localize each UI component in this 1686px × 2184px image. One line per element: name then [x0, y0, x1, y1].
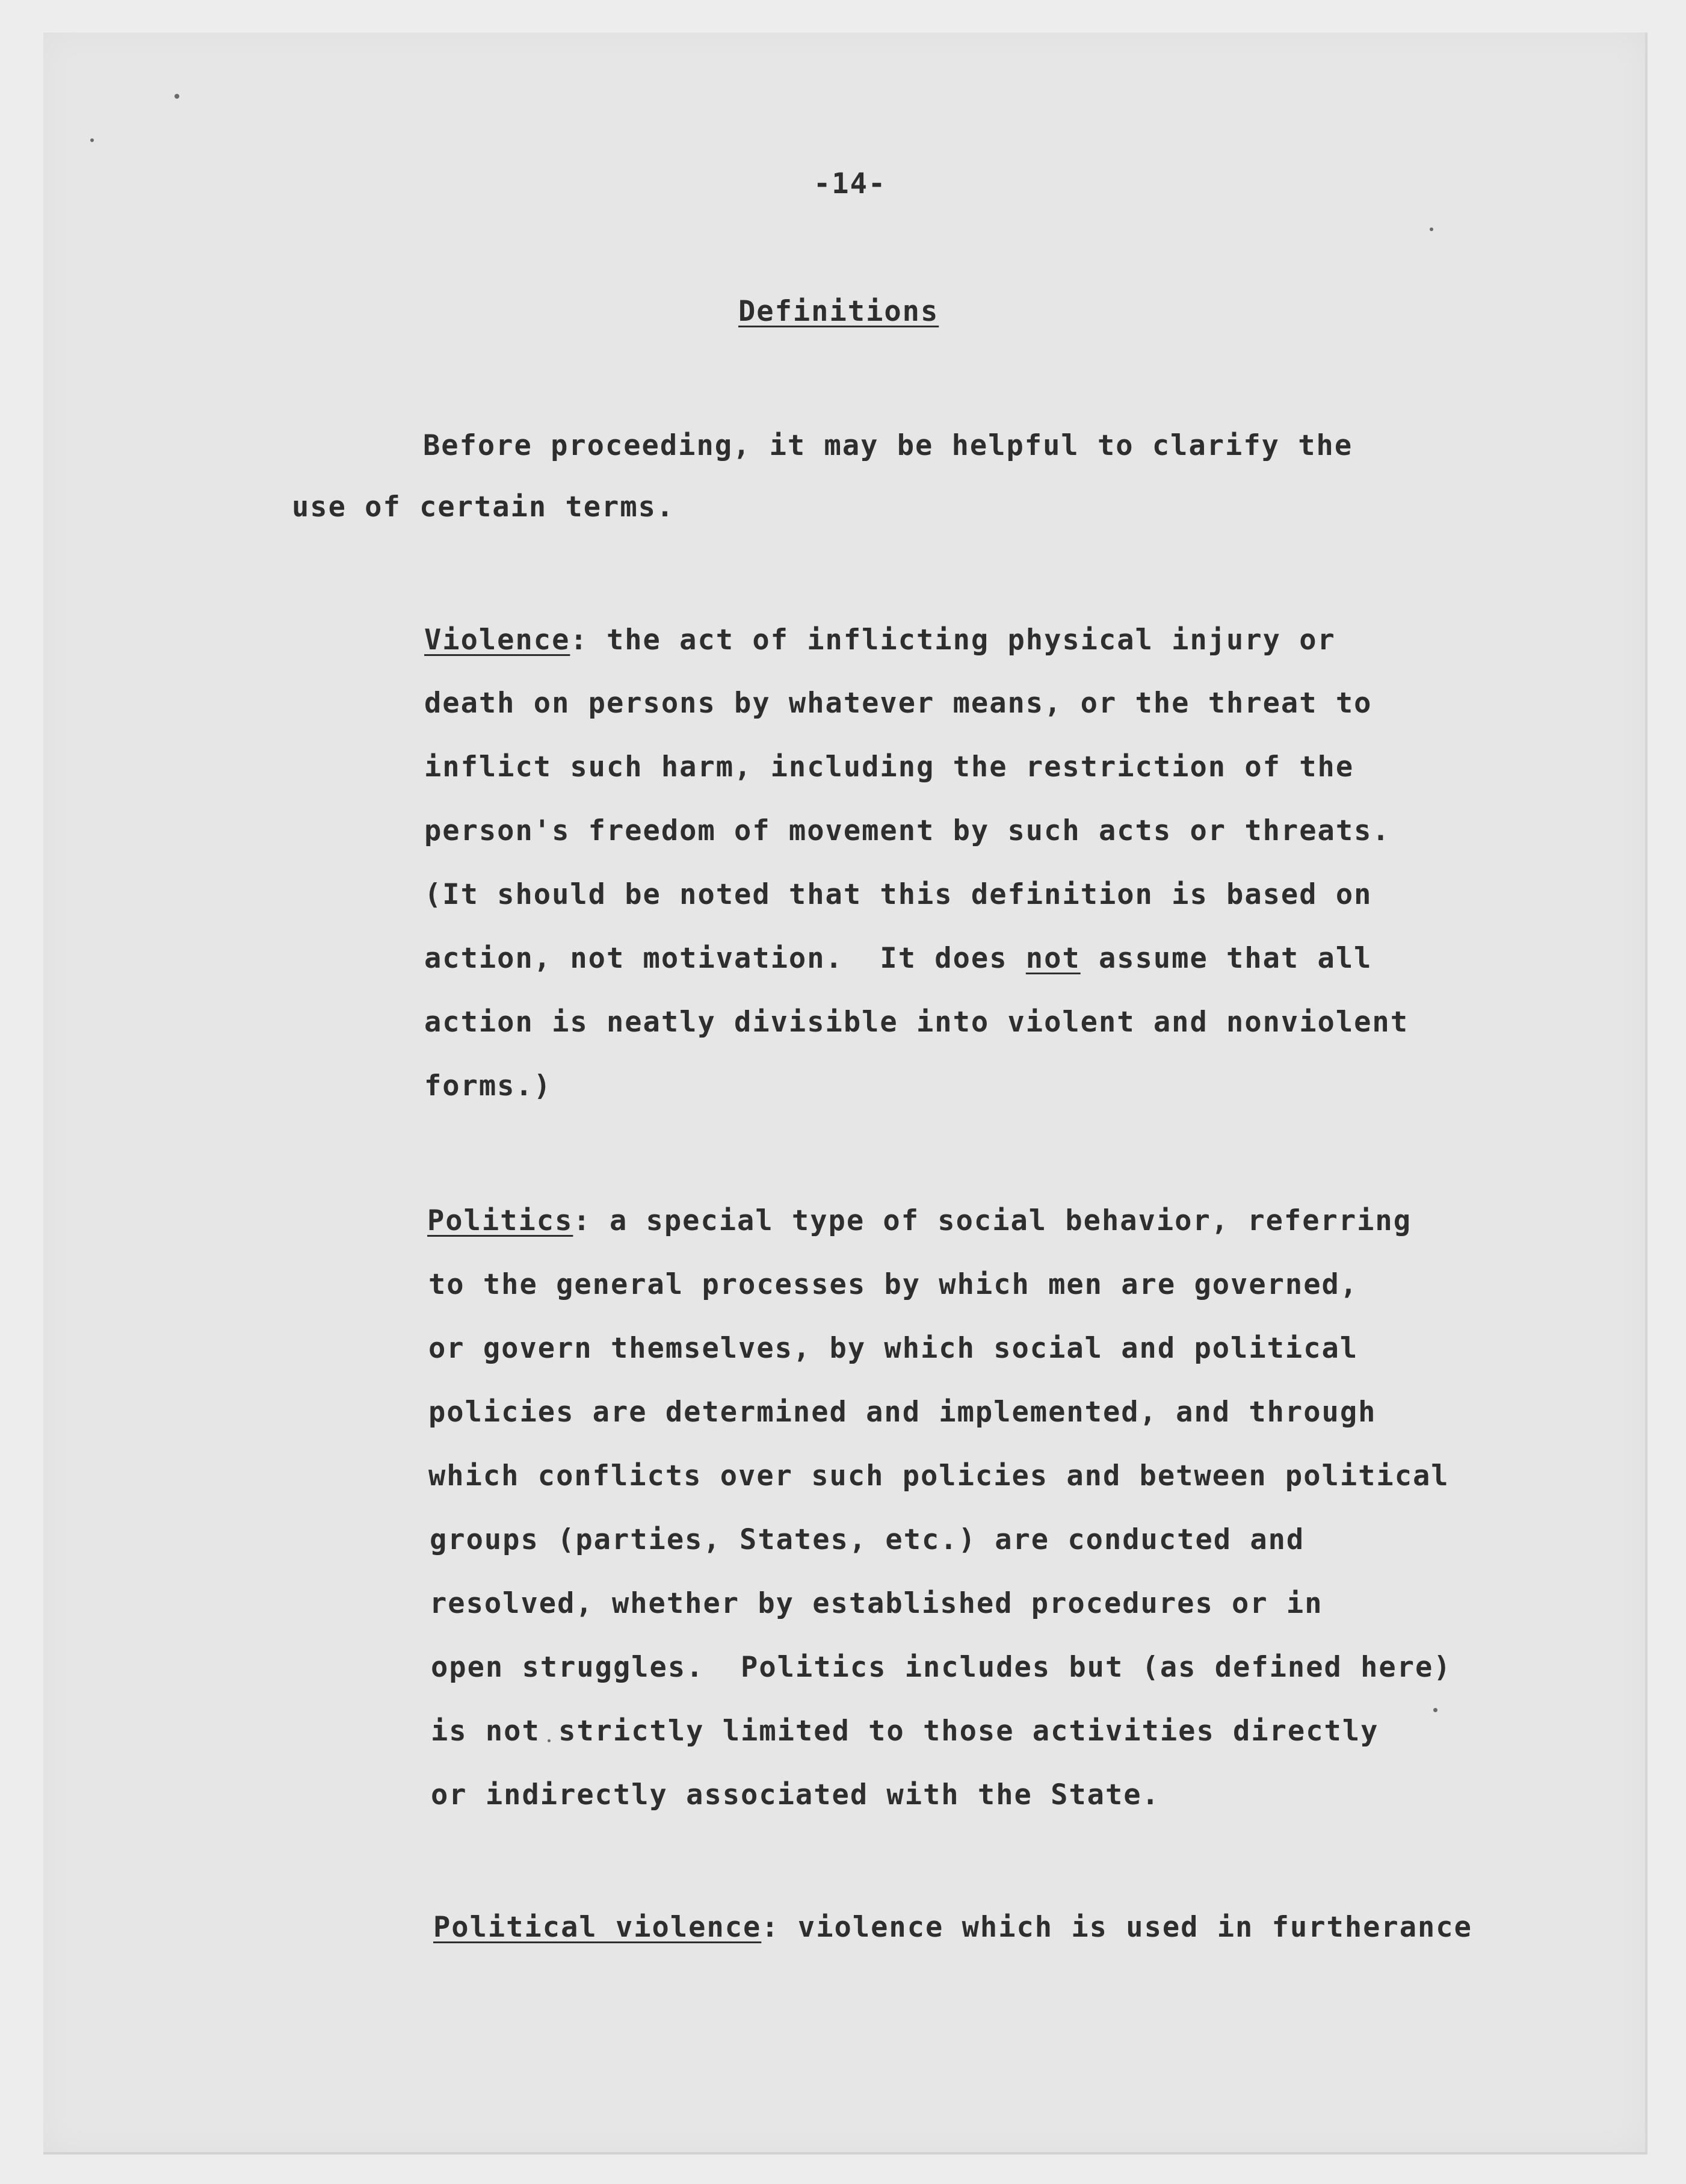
definition-politics-line: is not strictly limited to those activities directly: [431, 1715, 1379, 1748]
definition-violence-line: [424, 944, 1372, 973]
definition-politics-line: to the general processes by which men are governed,: [428, 1268, 1359, 1301]
definition-politics-line: groups (parties, States, etc.) are conducted and: [430, 1523, 1305, 1556]
dust-speck: [174, 94, 179, 99]
definition-violence-line: forms.): [424, 1069, 552, 1103]
definition-text: : a special type of social behavior, referring: [573, 1204, 1412, 1237]
definition-violence-line: (It should be noted that this definition is based on: [424, 878, 1373, 911]
dust-speck: [90, 138, 94, 142]
definition-politics-line: [427, 1204, 1412, 1237]
definition-politics-line: or indirectly associated with the State.: [431, 1778, 1160, 1811]
definition-politics-line: or govern themselves, by which social and political: [428, 1332, 1359, 1365]
definition-violence-line: action is neatly divisible into violent and nonviolent: [424, 1006, 1409, 1039]
term-violence: Violence: [424, 623, 570, 657]
definition-text: action, not motivation. It does: [424, 942, 1026, 975]
definition-politics-line: open struggles. Politics includes but (as defined here): [431, 1651, 1452, 1684]
page-title: Definitions: [738, 295, 939, 328]
term-politics: Politics: [427, 1204, 573, 1237]
definition-violence-line: death on persons by whatever means, or the threat to: [424, 687, 1373, 720]
definition-text: assume that all: [1080, 942, 1373, 975]
definition-text: : the act of inflicting physical injury or: [570, 623, 1336, 657]
definition-politics-line: resolved, whether by established procedures or in: [430, 1587, 1323, 1620]
definition-text: : violence which is used in furtherance: [761, 1911, 1472, 1944]
definition-politics-line: policies are determined and implemented, and through: [428, 1396, 1377, 1429]
definition-violence-line: [424, 623, 1336, 657]
dust-speck: [1433, 1708, 1437, 1712]
definition-politics-line: which conflicts over such policies and between political: [428, 1459, 1450, 1493]
definition-political-violence-line: [433, 1911, 1472, 1944]
document-page: [43, 32, 1647, 2155]
dust-speck: [1430, 227, 1433, 231]
page-number: -14-: [814, 167, 887, 200]
definition-violence-line: person's freedom of movement by such acts or threats.: [424, 814, 1391, 847]
intro-line: Before proceeding, it may be helpful to clarify the: [423, 429, 1353, 462]
intro-line: use of certain terms.: [292, 490, 675, 524]
emphasis-not: not: [1025, 942, 1081, 975]
term-political-violence: Political violence: [433, 1911, 762, 1944]
definition-violence-line: inflict such harm, including the restriction of the: [424, 750, 1354, 784]
